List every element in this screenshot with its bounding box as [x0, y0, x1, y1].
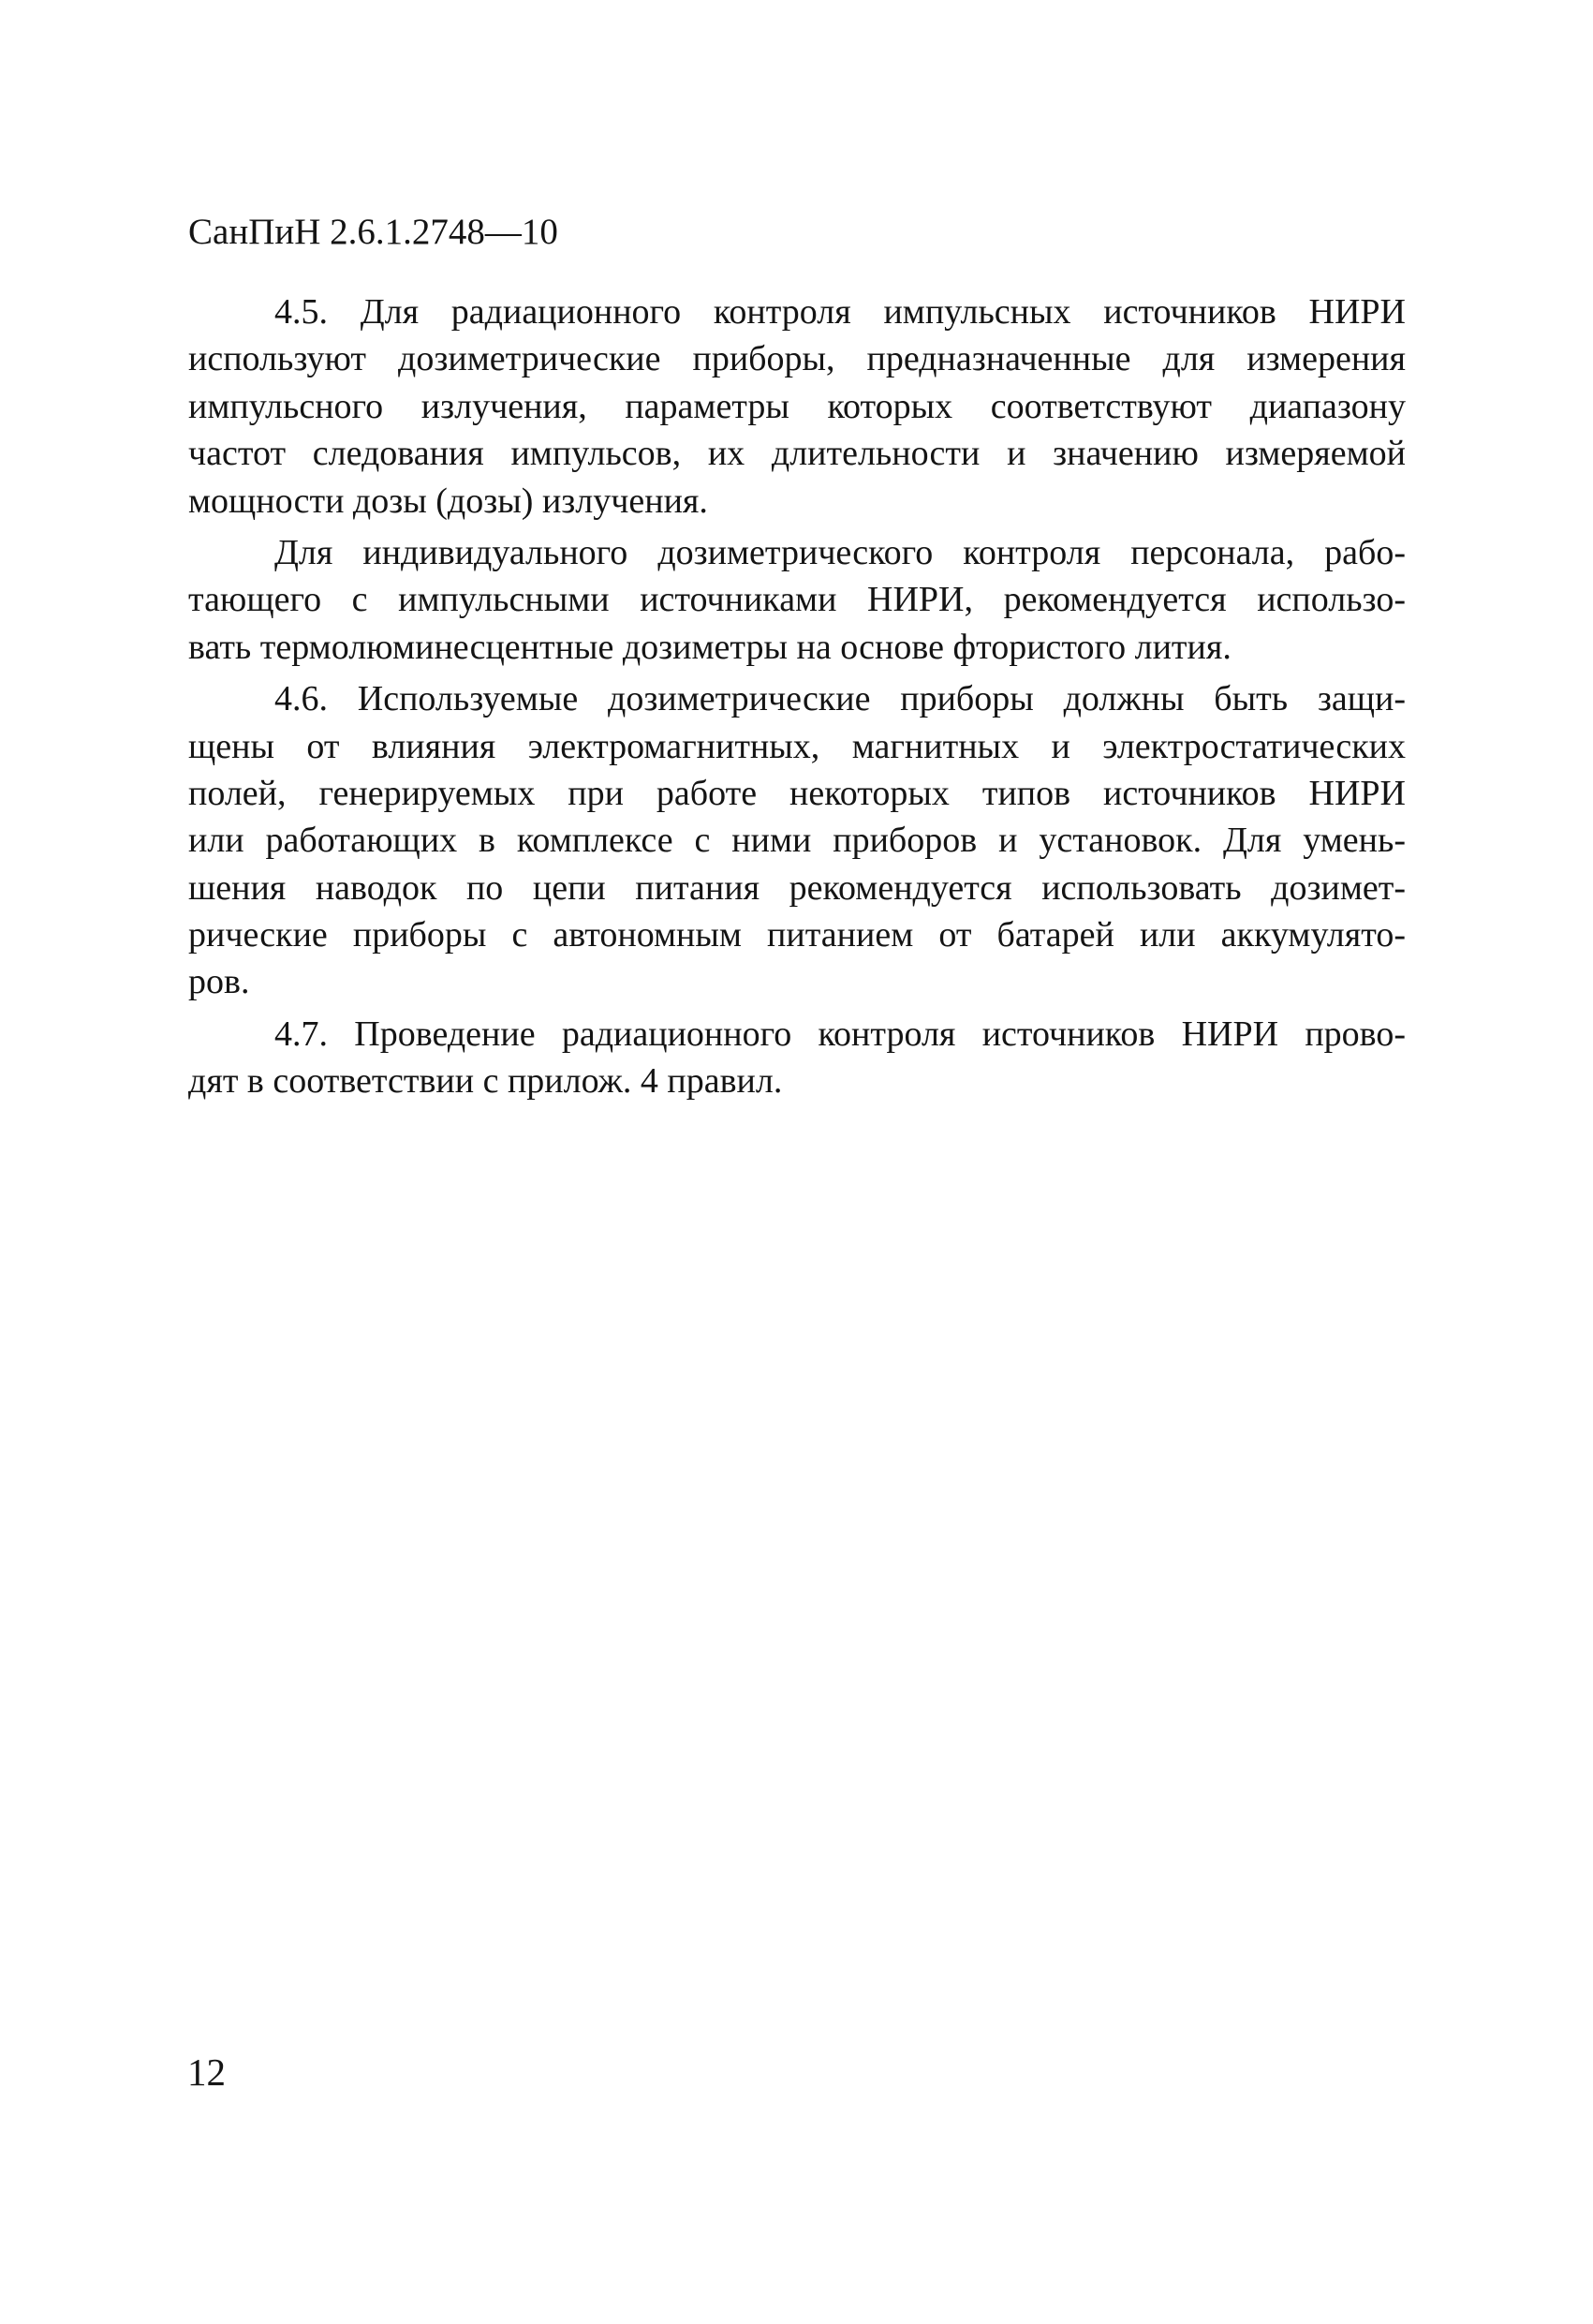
text-line: Для индивидуального дозиметрического контроля персонала, рабо- [274, 532, 1406, 572]
text-line: дят в соответствии с прилож. 4 правил. [188, 1061, 783, 1102]
text-line: используют дозиметрические приборы, предназначенные для измерения [188, 339, 1406, 379]
text-line: щены от влияния электромагнитных, магнитных и электростатических [188, 726, 1406, 766]
text-line: 4.7. Проведение радиационного контроля источников НИРИ прово- [274, 1014, 1406, 1054]
paragraph-4-7 [188, 1011, 1406, 1105]
document-code: СанПиН 2.6.1.2748—10 [188, 212, 558, 252]
paragraph-4-6 [188, 675, 1406, 1006]
text-line: импульсного излучения, параметры которых соответствуют диапазону [188, 386, 1406, 426]
text-line: тающего с импульсными источниками НИРИ, рекомендуется использо- [188, 580, 1406, 620]
text-line: ров. [188, 962, 250, 1002]
paragraph-4-5-continued [188, 529, 1406, 671]
text-line: частот следования импульсов, их длительности и значению измеряемой [188, 434, 1406, 474]
text-line: 4.5. Для радиационного контроля импульсных источников НИРИ [274, 292, 1406, 332]
page-number: 12 [187, 2050, 226, 2094]
paragraph-4-5 [188, 289, 1406, 525]
text-line: вать термолюминесцентные дозиметры на основе фтористого лития. [188, 627, 1232, 667]
text-line: или работающих в комплексе с ними приборов и установок. Для умень- [188, 821, 1406, 861]
text-line: полей, генерируемых при работе некоторых типов источников НИРИ [188, 773, 1406, 813]
text-line: рические приборы с автономным питанием от батарей или аккумулято- [188, 915, 1406, 955]
text-line: мощности дозы (дозы) излучения. [188, 481, 708, 521]
body-text [188, 289, 1406, 1105]
text-line: шения наводок по цепи питания рекомендуется использовать дозимет- [188, 867, 1406, 908]
text-line: 4.6. Используемые дозиметрические приборы должны быть защи- [274, 679, 1406, 719]
